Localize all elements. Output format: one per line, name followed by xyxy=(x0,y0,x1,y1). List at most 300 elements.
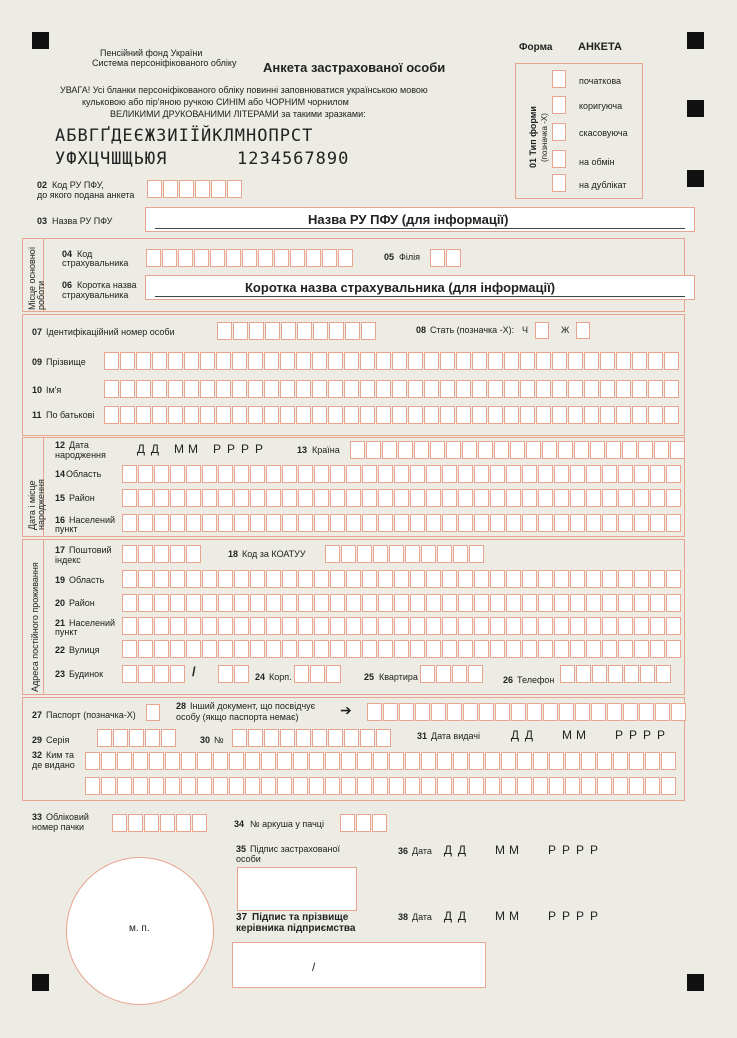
input-cell[interactable] xyxy=(325,545,340,563)
input-cell[interactable] xyxy=(437,752,452,770)
input-cell[interactable] xyxy=(248,729,263,747)
input-cell[interactable] xyxy=(154,617,169,635)
input-cell[interactable] xyxy=(570,640,585,658)
input-cell[interactable] xyxy=(266,570,281,588)
input-cell[interactable] xyxy=(138,594,153,612)
input-cell[interactable] xyxy=(442,514,457,532)
input-cell[interactable] xyxy=(161,729,176,747)
input-cell[interactable] xyxy=(383,703,398,721)
input-cell[interactable] xyxy=(618,514,633,532)
input-cell[interactable] xyxy=(186,514,201,532)
input-cell[interactable] xyxy=(584,406,599,424)
input-cell[interactable] xyxy=(440,406,455,424)
input-cell[interactable] xyxy=(666,514,681,532)
input-cell[interactable] xyxy=(506,594,521,612)
input-cell[interactable] xyxy=(661,777,676,795)
input-cell[interactable] xyxy=(186,570,201,588)
input-cell[interactable] xyxy=(376,406,391,424)
form-type-checkbox[interactable] xyxy=(552,70,566,88)
input-cell[interactable] xyxy=(568,380,583,398)
input-cell[interactable] xyxy=(670,441,685,459)
f04-cells[interactable] xyxy=(146,249,353,267)
input-cell[interactable] xyxy=(378,570,393,588)
input-cell[interactable] xyxy=(426,465,441,483)
input-cell[interactable] xyxy=(543,703,558,721)
input-cell[interactable] xyxy=(234,489,249,507)
input-cell[interactable] xyxy=(462,441,477,459)
input-cell[interactable] xyxy=(298,617,313,635)
input-cell[interactable] xyxy=(376,380,391,398)
input-cell[interactable] xyxy=(129,729,144,747)
input-cell[interactable] xyxy=(186,617,201,635)
input-cell[interactable] xyxy=(469,752,484,770)
input-cell[interactable] xyxy=(568,406,583,424)
input-cell[interactable] xyxy=(362,570,377,588)
input-cell[interactable] xyxy=(346,594,361,612)
input-cell[interactable] xyxy=(410,640,425,658)
input-cell[interactable] xyxy=(346,514,361,532)
input-cell[interactable] xyxy=(192,814,207,832)
input-cell[interactable] xyxy=(618,640,633,658)
input-cell[interactable] xyxy=(245,752,260,770)
input-cell[interactable] xyxy=(280,729,295,747)
input-cell[interactable] xyxy=(298,465,313,483)
input-cell[interactable] xyxy=(170,640,185,658)
f30-cells[interactable] xyxy=(232,729,391,747)
input-cell[interactable] xyxy=(623,703,638,721)
input-cell[interactable] xyxy=(202,514,217,532)
input-cell[interactable] xyxy=(314,594,329,612)
input-cell[interactable] xyxy=(389,777,404,795)
input-cell[interactable] xyxy=(458,489,473,507)
input-cell[interactable] xyxy=(661,752,676,770)
f05-cells[interactable] xyxy=(430,249,461,267)
input-cell[interactable] xyxy=(410,617,425,635)
input-cell[interactable] xyxy=(570,489,585,507)
input-cell[interactable] xyxy=(330,514,345,532)
input-cell[interactable] xyxy=(265,322,280,340)
input-cell[interactable] xyxy=(250,617,265,635)
input-cell[interactable] xyxy=(424,406,439,424)
input-cell[interactable] xyxy=(510,441,525,459)
input-cell[interactable] xyxy=(195,180,210,198)
input-cell[interactable] xyxy=(664,406,679,424)
input-cell[interactable] xyxy=(584,352,599,370)
input-cell[interactable] xyxy=(453,545,468,563)
input-cell[interactable] xyxy=(424,380,439,398)
input-cell[interactable] xyxy=(170,489,185,507)
input-cell[interactable] xyxy=(234,570,249,588)
input-cell[interactable] xyxy=(282,640,297,658)
input-cell[interactable] xyxy=(586,570,601,588)
input-cell[interactable] xyxy=(117,777,132,795)
input-cell[interactable] xyxy=(394,594,409,612)
input-cell[interactable] xyxy=(152,380,167,398)
input-cell[interactable] xyxy=(168,406,183,424)
input-cell[interactable] xyxy=(538,570,553,588)
input-cell[interactable] xyxy=(575,703,590,721)
input-cell[interactable] xyxy=(536,406,551,424)
input-cell[interactable] xyxy=(517,777,532,795)
input-cell[interactable] xyxy=(245,777,260,795)
input-cell[interactable] xyxy=(378,594,393,612)
input-cell[interactable] xyxy=(85,752,100,770)
input-cell[interactable] xyxy=(458,640,473,658)
input-cell[interactable] xyxy=(341,752,356,770)
f20-cells[interactable] xyxy=(122,594,681,612)
input-cell[interactable] xyxy=(474,489,489,507)
input-cell[interactable] xyxy=(574,441,589,459)
input-cell[interactable] xyxy=(520,352,535,370)
input-cell[interactable] xyxy=(341,545,356,563)
input-cell[interactable] xyxy=(522,514,537,532)
input-cell[interactable] xyxy=(248,406,263,424)
input-cell[interactable] xyxy=(666,617,681,635)
input-cell[interactable] xyxy=(242,249,257,267)
input-cell[interactable] xyxy=(554,640,569,658)
input-cell[interactable] xyxy=(490,594,505,612)
input-cell[interactable] xyxy=(170,594,185,612)
input-cell[interactable] xyxy=(618,489,633,507)
input-cell[interactable] xyxy=(202,465,217,483)
input-cell[interactable] xyxy=(527,703,542,721)
input-cell[interactable] xyxy=(600,406,615,424)
input-cell[interactable] xyxy=(234,665,249,683)
input-cell[interactable] xyxy=(346,489,361,507)
f35-signature-box[interactable] xyxy=(237,867,357,911)
f17-cells[interactable] xyxy=(122,545,201,563)
input-cell[interactable] xyxy=(533,777,548,795)
input-cell[interactable] xyxy=(378,465,393,483)
input-cell[interactable] xyxy=(607,703,622,721)
input-cell[interactable] xyxy=(664,380,679,398)
input-cell[interactable] xyxy=(248,380,263,398)
f32-cells-b[interactable] xyxy=(85,777,676,795)
input-cell[interactable] xyxy=(490,570,505,588)
input-cell[interactable] xyxy=(458,465,473,483)
input-cell[interactable] xyxy=(632,352,647,370)
input-cell[interactable] xyxy=(458,570,473,588)
f09-cells[interactable] xyxy=(104,352,679,370)
input-cell[interactable] xyxy=(522,640,537,658)
f19-cells[interactable] xyxy=(122,570,681,588)
input-cell[interactable] xyxy=(328,380,343,398)
input-cell[interactable] xyxy=(501,777,516,795)
input-cell[interactable] xyxy=(362,489,377,507)
input-cell[interactable] xyxy=(330,489,345,507)
input-cell[interactable] xyxy=(592,665,607,683)
input-cell[interactable] xyxy=(656,665,671,683)
input-cell[interactable] xyxy=(314,489,329,507)
input-cell[interactable] xyxy=(431,703,446,721)
f34-cells[interactable] xyxy=(340,814,387,832)
input-cell[interactable] xyxy=(200,406,215,424)
input-cell[interactable] xyxy=(373,545,388,563)
input-cell[interactable] xyxy=(250,640,265,658)
input-cell[interactable] xyxy=(213,752,228,770)
input-cell[interactable] xyxy=(648,380,663,398)
input-cell[interactable] xyxy=(314,465,329,483)
input-cell[interactable] xyxy=(97,729,112,747)
input-cell[interactable] xyxy=(360,729,375,747)
input-cell[interactable] xyxy=(602,640,617,658)
input-cell[interactable] xyxy=(474,570,489,588)
input-cell[interactable] xyxy=(293,752,308,770)
input-cell[interactable] xyxy=(600,380,615,398)
input-cell[interactable] xyxy=(211,180,226,198)
input-cell[interactable] xyxy=(602,465,617,483)
input-cell[interactable] xyxy=(184,380,199,398)
input-cell[interactable] xyxy=(485,777,500,795)
input-cell[interactable] xyxy=(405,752,420,770)
input-cell[interactable] xyxy=(488,352,503,370)
input-cell[interactable] xyxy=(280,352,295,370)
input-cell[interactable] xyxy=(506,514,521,532)
f21-cells[interactable] xyxy=(122,617,681,635)
input-cell[interactable] xyxy=(415,703,430,721)
input-cell[interactable] xyxy=(344,729,359,747)
input-cell[interactable] xyxy=(250,514,265,532)
input-cell[interactable] xyxy=(640,665,655,683)
input-cell[interactable] xyxy=(122,514,137,532)
input-cell[interactable] xyxy=(309,777,324,795)
input-cell[interactable] xyxy=(322,249,337,267)
input-cell[interactable] xyxy=(648,352,663,370)
input-cell[interactable] xyxy=(216,406,231,424)
input-cell[interactable] xyxy=(330,465,345,483)
input-cell[interactable] xyxy=(346,570,361,588)
input-cell[interactable] xyxy=(426,640,441,658)
input-cell[interactable] xyxy=(122,617,137,635)
input-cell[interactable] xyxy=(202,570,217,588)
input-cell[interactable] xyxy=(446,441,461,459)
input-cell[interactable] xyxy=(533,752,548,770)
input-cell[interactable] xyxy=(506,617,521,635)
input-cell[interactable] xyxy=(330,617,345,635)
input-cell[interactable] xyxy=(576,665,591,683)
input-cell[interactable] xyxy=(249,322,264,340)
input-cell[interactable] xyxy=(186,545,201,563)
input-cell[interactable] xyxy=(168,352,183,370)
input-cell[interactable] xyxy=(233,322,248,340)
input-cell[interactable] xyxy=(122,465,137,483)
input-cell[interactable] xyxy=(542,441,557,459)
input-cell[interactable] xyxy=(650,465,665,483)
input-cell[interactable] xyxy=(452,665,467,683)
input-cell[interactable] xyxy=(357,545,372,563)
input-cell[interactable] xyxy=(218,570,233,588)
input-cell[interactable] xyxy=(398,441,413,459)
input-cell[interactable] xyxy=(122,489,137,507)
input-cell[interactable] xyxy=(162,249,177,267)
input-cell[interactable] xyxy=(361,322,376,340)
input-cell[interactable] xyxy=(410,489,425,507)
input-cell[interactable] xyxy=(506,570,521,588)
input-cell[interactable] xyxy=(330,640,345,658)
input-cell[interactable] xyxy=(511,703,526,721)
input-cell[interactable] xyxy=(338,249,353,267)
input-cell[interactable] xyxy=(170,570,185,588)
input-cell[interactable] xyxy=(522,594,537,612)
input-cell[interactable] xyxy=(306,249,321,267)
input-cell[interactable] xyxy=(394,570,409,588)
input-cell[interactable] xyxy=(648,406,663,424)
input-cell[interactable] xyxy=(250,489,265,507)
input-cell[interactable] xyxy=(165,752,180,770)
input-cell[interactable] xyxy=(266,617,281,635)
input-cell[interactable] xyxy=(122,640,137,658)
input-cell[interactable] xyxy=(176,814,191,832)
input-cell[interactable] xyxy=(296,352,311,370)
input-cell[interactable] xyxy=(264,380,279,398)
input-cell[interactable] xyxy=(378,617,393,635)
input-cell[interactable] xyxy=(613,777,628,795)
input-cell[interactable] xyxy=(360,406,375,424)
input-cell[interactable] xyxy=(298,514,313,532)
input-cell[interactable] xyxy=(488,406,503,424)
input-cell[interactable] xyxy=(181,752,196,770)
input-cell[interactable] xyxy=(136,406,151,424)
input-cell[interactable] xyxy=(469,545,484,563)
input-cell[interactable] xyxy=(325,752,340,770)
input-cell[interactable] xyxy=(232,406,247,424)
input-cell[interactable] xyxy=(296,380,311,398)
input-cell[interactable] xyxy=(586,640,601,658)
input-cell[interactable] xyxy=(360,380,375,398)
input-cell[interactable] xyxy=(344,352,359,370)
input-cell[interactable] xyxy=(312,352,327,370)
input-cell[interactable] xyxy=(602,617,617,635)
input-cell[interactable] xyxy=(394,489,409,507)
input-cell[interactable] xyxy=(202,640,217,658)
input-cell[interactable] xyxy=(218,594,233,612)
input-cell[interactable] xyxy=(421,545,436,563)
input-cell[interactable] xyxy=(634,640,649,658)
input-cell[interactable] xyxy=(218,665,233,683)
input-cell[interactable] xyxy=(538,594,553,612)
input-cell[interactable] xyxy=(440,352,455,370)
input-cell[interactable] xyxy=(608,665,623,683)
input-cell[interactable] xyxy=(274,249,289,267)
input-cell[interactable] xyxy=(154,570,169,588)
input-cell[interactable] xyxy=(152,406,167,424)
input-cell[interactable] xyxy=(474,465,489,483)
f28-cells[interactable] xyxy=(367,703,686,721)
input-cell[interactable] xyxy=(463,703,478,721)
f13-cells[interactable] xyxy=(350,441,685,459)
input-cell[interactable] xyxy=(101,752,116,770)
input-cell[interactable] xyxy=(634,594,649,612)
input-cell[interactable] xyxy=(618,570,633,588)
input-cell[interactable] xyxy=(392,380,407,398)
input-cell[interactable] xyxy=(309,752,324,770)
f26-cells[interactable] xyxy=(560,665,671,683)
input-cell[interactable] xyxy=(570,570,585,588)
input-cell[interactable] xyxy=(606,441,621,459)
input-cell[interactable] xyxy=(478,441,493,459)
input-cell[interactable] xyxy=(554,514,569,532)
input-cell[interactable] xyxy=(517,752,532,770)
input-cell[interactable] xyxy=(394,640,409,658)
input-cell[interactable] xyxy=(624,665,639,683)
input-cell[interactable] xyxy=(538,465,553,483)
input-cell[interactable] xyxy=(408,380,423,398)
input-cell[interactable] xyxy=(536,352,551,370)
input-cell[interactable] xyxy=(154,489,169,507)
form-type-checkbox[interactable] xyxy=(552,96,566,114)
input-cell[interactable] xyxy=(405,545,420,563)
input-cell[interactable] xyxy=(597,777,612,795)
input-cell[interactable] xyxy=(474,617,489,635)
input-cell[interactable] xyxy=(344,406,359,424)
input-cell[interactable] xyxy=(122,594,137,612)
input-cell[interactable] xyxy=(264,406,279,424)
input-cell[interactable] xyxy=(552,352,567,370)
input-cell[interactable] xyxy=(266,489,281,507)
input-cell[interactable] xyxy=(120,406,135,424)
input-cell[interactable] xyxy=(632,380,647,398)
input-cell[interactable] xyxy=(634,489,649,507)
input-cell[interactable] xyxy=(650,514,665,532)
input-cell[interactable] xyxy=(591,703,606,721)
input-cell[interactable] xyxy=(163,180,178,198)
f22-cells[interactable] xyxy=(122,640,681,658)
input-cell[interactable] xyxy=(101,777,116,795)
input-cell[interactable] xyxy=(345,322,360,340)
input-cell[interactable] xyxy=(298,594,313,612)
input-cell[interactable] xyxy=(378,489,393,507)
input-cell[interactable] xyxy=(560,665,575,683)
input-cell[interactable] xyxy=(600,352,615,370)
input-cell[interactable] xyxy=(408,352,423,370)
input-cell[interactable] xyxy=(426,489,441,507)
f18-cells[interactable] xyxy=(325,545,484,563)
input-cell[interactable] xyxy=(666,465,681,483)
input-cell[interactable] xyxy=(552,380,567,398)
input-cell[interactable] xyxy=(474,514,489,532)
input-cell[interactable] xyxy=(357,777,372,795)
f37-signature-box[interactable] xyxy=(232,942,486,988)
f15-cells[interactable] xyxy=(122,489,681,507)
input-cell[interactable] xyxy=(382,441,397,459)
input-cell[interactable] xyxy=(202,594,217,612)
input-cell[interactable] xyxy=(586,465,601,483)
input-cell[interactable] xyxy=(147,180,162,198)
input-cell[interactable] xyxy=(618,617,633,635)
input-cell[interactable] xyxy=(442,465,457,483)
input-cell[interactable] xyxy=(554,489,569,507)
input-cell[interactable] xyxy=(468,665,483,683)
input-cell[interactable] xyxy=(138,665,153,683)
input-cell[interactable] xyxy=(104,406,119,424)
input-cell[interactable] xyxy=(200,352,215,370)
input-cell[interactable] xyxy=(104,352,119,370)
input-cell[interactable] xyxy=(197,752,212,770)
input-cell[interactable] xyxy=(590,441,605,459)
input-cell[interactable] xyxy=(446,249,461,267)
input-cell[interactable] xyxy=(128,814,143,832)
input-cell[interactable] xyxy=(341,777,356,795)
input-cell[interactable] xyxy=(472,380,487,398)
input-cell[interactable] xyxy=(170,514,185,532)
input-cell[interactable] xyxy=(350,441,365,459)
input-cell[interactable] xyxy=(616,380,631,398)
input-cell[interactable] xyxy=(421,777,436,795)
input-cell[interactable] xyxy=(650,489,665,507)
input-cell[interactable] xyxy=(456,380,471,398)
input-cell[interactable] xyxy=(178,249,193,267)
input-cell[interactable] xyxy=(146,249,161,267)
